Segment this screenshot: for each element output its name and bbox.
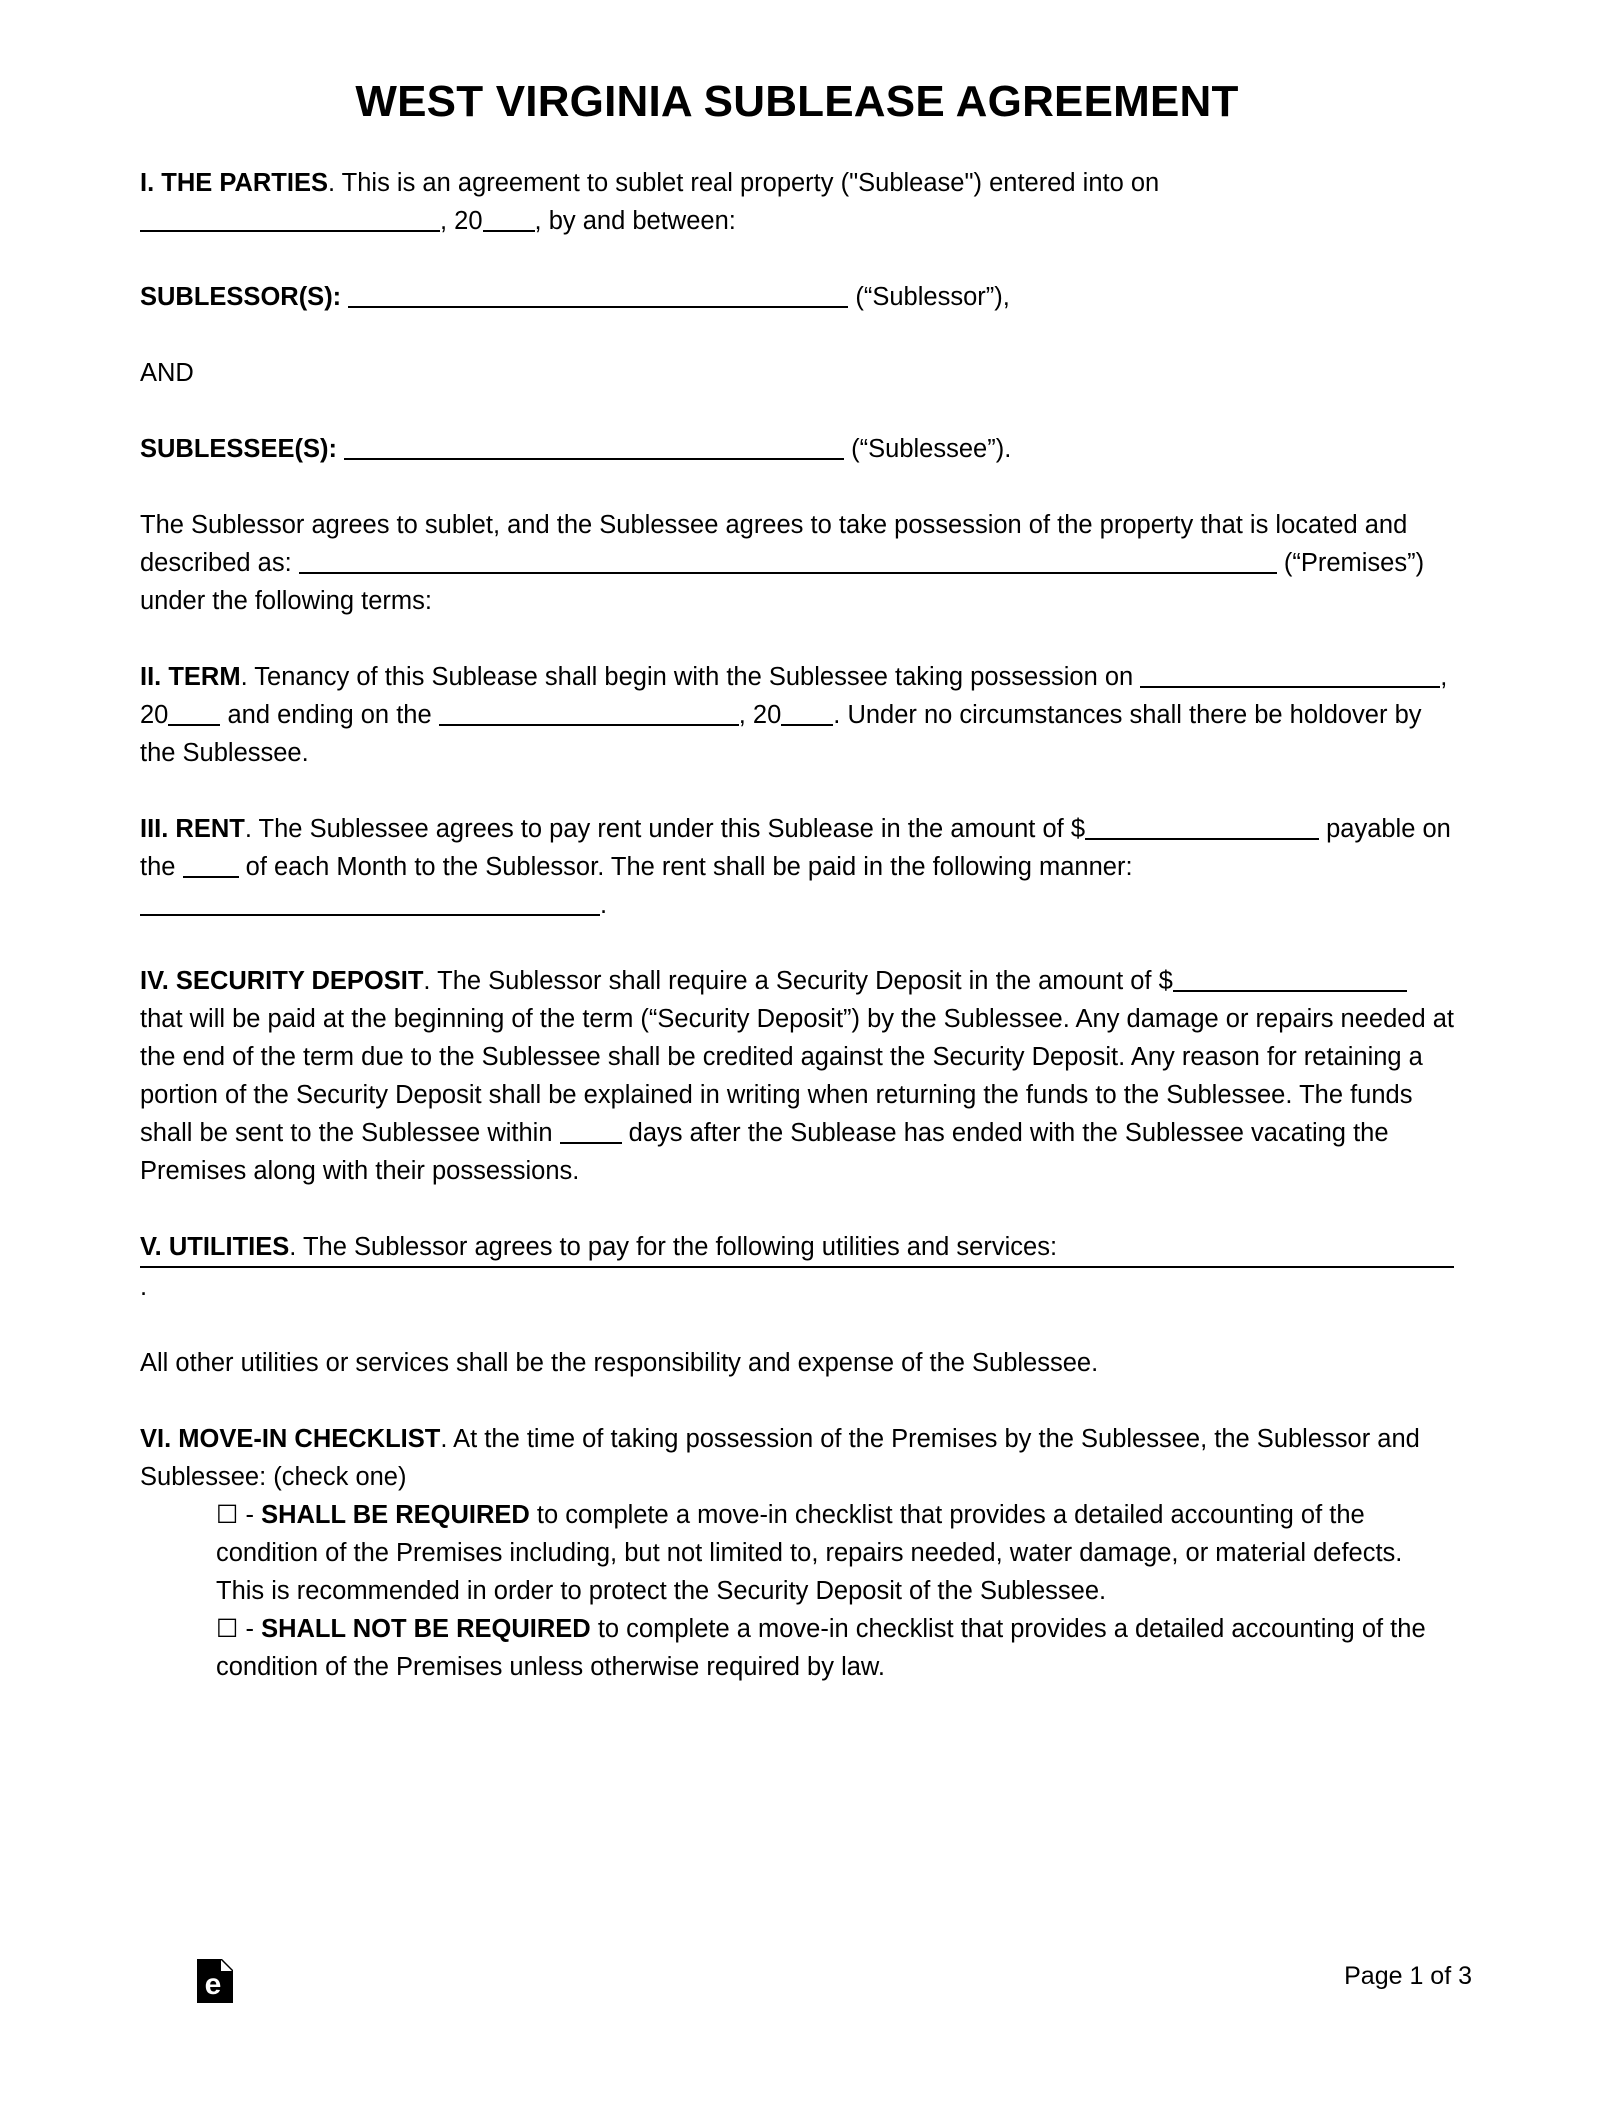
and-connector: AND: [140, 359, 194, 388]
section-rent-text-b: payable on the: [140, 815, 1451, 882]
sublessor-line: [140, 278, 1454, 316]
section-security-deposit: [140, 962, 1454, 1190]
option-one-dash: -: [238, 1501, 262, 1530]
spacer: [140, 620, 1454, 658]
section-parties-intro-b: , 20: [440, 207, 483, 236]
section-term-text-b: , 20: [140, 663, 1448, 730]
utilities-other-note: All other utilities or services shall be the responsibility and expense of the Sublessee.: [140, 1349, 1099, 1378]
premises-field-line2[interactable]: [777, 572, 1277, 574]
section-parties-intro-a: . This is an agreement to sublet real property ("Sublease") entered into on: [327, 169, 1160, 198]
document-body: [140, 0, 1454, 1686]
spacer: [140, 316, 1454, 354]
spacer: [140, 1190, 1454, 1228]
term-end-date-field[interactable]: [439, 724, 739, 726]
option-two-label: SHALL NOT BE REQUIRED: [261, 1615, 591, 1644]
section-parties: [140, 164, 1454, 240]
utilities-list-field[interactable]: [140, 1266, 1454, 1268]
rent-manner-field[interactable]: [140, 914, 600, 916]
page-title: WEST VIRGINIA SUBLEASE AGREEMENT: [355, 77, 1239, 126]
section-term-heading: II. TERM: [140, 663, 241, 692]
spacer: [140, 924, 1454, 962]
premises-description: [140, 506, 1454, 620]
sublessee-line: [140, 430, 1454, 468]
spacer: [140, 1382, 1454, 1420]
sublessor-suffix: (“Sublessor”),: [855, 283, 1010, 312]
logo-letter: e: [204, 1968, 222, 2001]
option-one-description: to complete a move-in checklist that provides a detailed accounting of the condition of the Premises including, but not limited to, repairs needed, water damage, or material defects. This is recommended in order to protect the Security Deposit of the Sublessee.: [216, 1501, 1403, 1606]
checkbox-shall-be-required-icon[interactable]: ☐: [216, 1500, 239, 1530]
page-number: Page 1 of 3: [1344, 1962, 1472, 1990]
security-deposit-amount-field[interactable]: [1173, 990, 1407, 992]
section-security-deposit-text-b: that will be paid at the beginning of the term (“Security Deposit”) by the Sublessee. Any damage or repairs needed at the end of the term due to the Sublessee shall be credited against the Security Deposit. Any reason for retaining a portion of the Security Deposit shall be explained in writing when returning the funds to the Sublessee. The funds shall be sent to the Sublessee within: [140, 1005, 1454, 1148]
sublessee-label: SUBLESSEE(S):: [140, 435, 337, 464]
security-deposit-return-days-field[interactable]: [560, 1142, 622, 1144]
spacer: [140, 772, 1454, 810]
spacer: [140, 1306, 1454, 1344]
term-end-year-field[interactable]: [781, 724, 833, 726]
spacer: [140, 240, 1454, 278]
section-utilities-heading: V. UTILITIES: [140, 1233, 290, 1262]
premises-text-b: (“Premises”) under the following terms:: [140, 549, 1425, 616]
spacer: [140, 468, 1454, 506]
section-term-text-e: . Under no circumstances shall there be holdover by the Sublessee.: [140, 701, 1422, 768]
section-move-in-checklist: [140, 1420, 1454, 1496]
section-rent-text-d: .: [600, 891, 608, 920]
option-one-label: SHALL BE REQUIRED: [261, 1501, 530, 1530]
section-rent-text-a: . The Sublessee agrees to pay rent under this Sublease in the amount of $: [244, 815, 1085, 844]
section-term-text-a: . Tenancy of this Sublease shall begin with the Sublessee taking possession on: [240, 663, 1141, 692]
section-rent-heading: III. RENT: [140, 815, 245, 844]
checklist-option-not-required[interactable]: [140, 1610, 1454, 1686]
sublessor-name-field[interactable]: [348, 306, 848, 308]
section-rent-text-c: of each Month to the Sublessor. The rent shall be paid in the following manner:: [238, 853, 1133, 882]
section-utilities: [140, 1228, 1454, 1306]
eforms-logo: [197, 1959, 233, 2003]
section-move-in-checklist-text-a: . At the time of taking possession of the Premises by the Sublessee, the Sublessor and Sublessee: (check one): [140, 1425, 1420, 1492]
section-parties-intro-c: , by and between:: [534, 207, 736, 236]
checklist-option-required[interactable]: [140, 1496, 1454, 1610]
rent-due-day-field[interactable]: [183, 876, 239, 878]
spacer: [140, 126, 1454, 164]
date-blank-field[interactable]: [140, 230, 440, 232]
premises-field-line1[interactable]: [299, 572, 777, 574]
page-footer: [0, 1955, 1624, 2065]
premises-text-a: The Sublessor agrees to sublet, and the Sublessee agrees to take possession of the property that is located and described as:: [140, 511, 1408, 578]
sublessee-name-field[interactable]: [344, 458, 844, 460]
section-term-text-c: and ending on the: [220, 701, 439, 730]
section-move-in-checklist-heading: VI. MOVE-IN CHECKLIST: [140, 1425, 441, 1454]
file-icon: [197, 1959, 233, 2003]
section-rent: [140, 810, 1454, 924]
section-security-deposit-text-c: days after the Sublease has ended with the Sublessee vacating the Premises along with their possessions.: [140, 1119, 1389, 1186]
option-two-description: to complete a move-in checklist that provides a detailed accounting of the condition of the Premises unless otherwise required by law.: [216, 1615, 1426, 1682]
sublessor-label: SUBLESSOR(S):: [140, 283, 342, 312]
section-term-text-d: , 20: [738, 701, 782, 730]
spacer: [140, 392, 1454, 430]
sublessee-suffix: (“Sublessee”).: [851, 435, 1012, 464]
section-parties-heading: I. THE PARTIES: [140, 169, 328, 198]
checkbox-shall-not-be-required-icon[interactable]: ☐: [216, 1614, 239, 1644]
option-two-dash: -: [238, 1615, 262, 1644]
section-utilities-text-a: . The Sublessor agrees to pay for the following utilities and services:: [289, 1233, 1058, 1262]
section-security-deposit-text-a: . The Sublessor shall require a Security Deposit in the amount of $: [423, 967, 1173, 996]
section-utilities-text-b: .: [140, 1273, 148, 1302]
section-term: [140, 658, 1454, 772]
year-blank-field[interactable]: [483, 230, 535, 232]
term-start-year-field[interactable]: [168, 724, 220, 726]
term-start-date-field[interactable]: [1140, 686, 1440, 688]
rent-amount-field[interactable]: [1085, 838, 1319, 840]
section-security-deposit-heading: IV. SECURITY DEPOSIT: [140, 967, 424, 996]
